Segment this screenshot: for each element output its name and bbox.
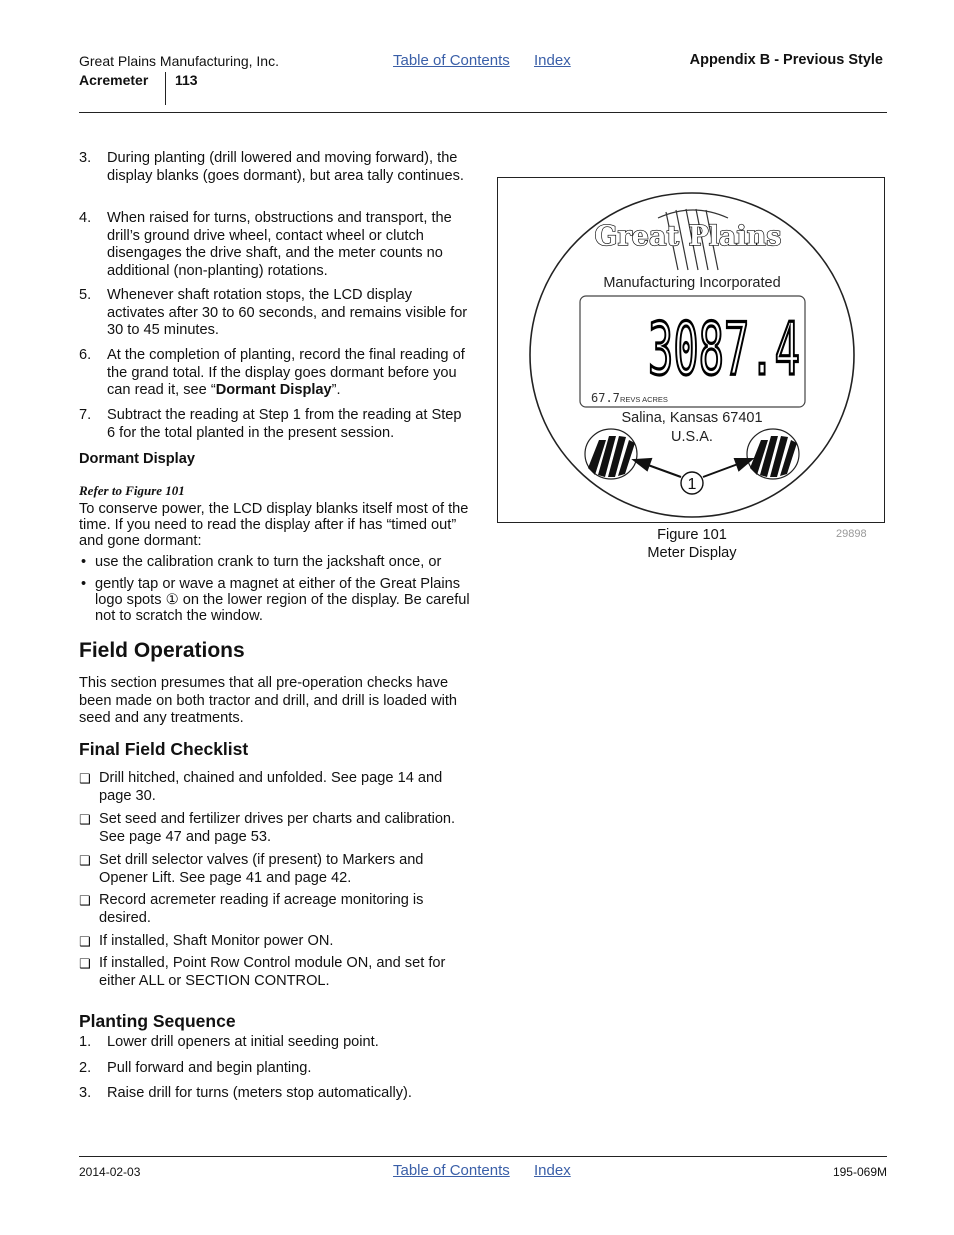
checklist-item: ❑ Set seed and fertilizer drives per charts and calibration. See page 47 and page 53. — [79, 811, 456, 845]
list-item: 4. When raised for turns, obstructions and transport, the drill’s ground drive wheel, contact wheel or clutch disengages the drive shaft, and the meter counts no additional (non-planting) rotations. — [79, 210, 452, 279]
dormant-heading: Dormant Display — [79, 451, 195, 467]
list-item: 3. During planting (drill lowered and moving forward), the display blanks (goes dormant), but area tally continues. — [79, 150, 464, 184]
footer-doc-number: 195-069M — [832, 1165, 887, 1179]
callout-number: 1 — [687, 476, 697, 493]
header-product: Acremeter — [79, 72, 149, 88]
list-item: 5. Whenever shaft rotation stops, the LCD display activates after 30 to 60 seconds, and remains visible for 30 to 45 minutes. — [79, 287, 468, 338]
checkbox-icon: ❑ — [79, 771, 91, 786]
bullet-glyph: • — [81, 576, 87, 592]
dormant-display-ref: Dormant Display — [215, 382, 332, 398]
checklist-item: ❑ Record acremeter reading if acreage monitoring is desired. — [79, 892, 424, 926]
figure-ref-number: 29898 — [836, 528, 867, 540]
list-item: 2. Pull forward and begin planting. — [79, 1060, 312, 1076]
checkbox-icon: ❑ — [79, 812, 91, 827]
list-item: 1. Lower drill openers at initial seeding point. — [79, 1034, 379, 1050]
field-operations-heading: Field Operations — [79, 639, 245, 662]
checklist-item: ❑ If installed, Shaft Monitor power ON. — [79, 933, 334, 949]
list-item: 7. Subtract the reading at Step 1 from the reading at Step 6 for the total planted in the present session. — [79, 407, 462, 441]
header-index-link[interactable]: Index — [534, 52, 571, 69]
city-text: Salina, Kansas 67401 — [621, 410, 763, 426]
header-divider — [165, 72, 166, 105]
list-item: 6. At the completion of planting, record the final reading of the grand total. If the display goes dormant before you can read it, see “Dormant Display”. — [79, 347, 465, 398]
header-rule — [79, 112, 887, 113]
planting-heading: Planting Sequence — [79, 1011, 236, 1031]
header-company: Great Plains Manufacturing, Inc. — [79, 53, 279, 69]
checkbox-icon: ❑ — [79, 956, 91, 971]
checklist-item: ❑ Set drill selector valves (if present) to Markers and Opener Lift. See page 41 and page 42. — [79, 852, 424, 886]
list-item: 3. Raise drill for turns (meters stop automatically). — [79, 1085, 412, 1101]
lcd-units: REVS ACRES — [620, 395, 668, 404]
figure-caption — [597, 527, 787, 562]
dormant-refer: Refer to Figure 101 — [79, 483, 185, 498]
checklist-item: ❑ If installed, Point Row Control module ON, and set for either ALL or SECTION CONTROL. — [79, 955, 446, 989]
right-logo-spot-icon[interactable] — [747, 429, 799, 479]
bullet-glyph: • — [81, 554, 87, 570]
checkbox-icon: ❑ — [79, 853, 91, 868]
left-logo-spot-icon[interactable] — [585, 429, 637, 479]
lcd-reading: 3087.4 — [648, 307, 800, 391]
country-text: U.S.A. — [671, 429, 713, 445]
footer-index-link[interactable]: Index — [534, 1162, 571, 1179]
checklist-item: ❑ Drill hitched, chained and unfolded. See page 14 and page 30. — [79, 770, 443, 804]
header-section: Appendix B - Previous Style — [689, 52, 883, 68]
logo-text: Great Plains — [594, 221, 782, 252]
figure-caption-number: Figure 101 — [657, 527, 727, 543]
header-toc-link[interactable]: Table of Contents — [393, 52, 510, 69]
meter-illustration — [498, 178, 884, 522]
checklist-heading: Final Field Checklist — [79, 739, 249, 759]
lcd-small-reading: 67.7 — [591, 391, 620, 405]
header-page-number: 113 — [175, 72, 198, 88]
checkbox-icon: ❑ — [79, 893, 91, 908]
field-operations-para: This section presumes that all pre-operation checks have been made on both tractor and drill, and drill is loaded with seed and any treatments. — [79, 675, 458, 726]
footer-date: 2014-02-03 — [79, 1165, 141, 1179]
mfg-text: Manufacturing Incorporated — [603, 275, 781, 291]
figure-caption-title: Meter Display — [647, 544, 737, 561]
footer-rule — [79, 1156, 887, 1157]
dormant-para: To conserve power, the LCD display blanks itself most of the time. If you need to read the display after if has “timed out” and gone dormant: — [79, 501, 469, 549]
footer-toc-link[interactable]: Table of Contents — [393, 1162, 510, 1179]
figure-box — [497, 177, 885, 523]
checkbox-icon: ❑ — [79, 934, 91, 949]
